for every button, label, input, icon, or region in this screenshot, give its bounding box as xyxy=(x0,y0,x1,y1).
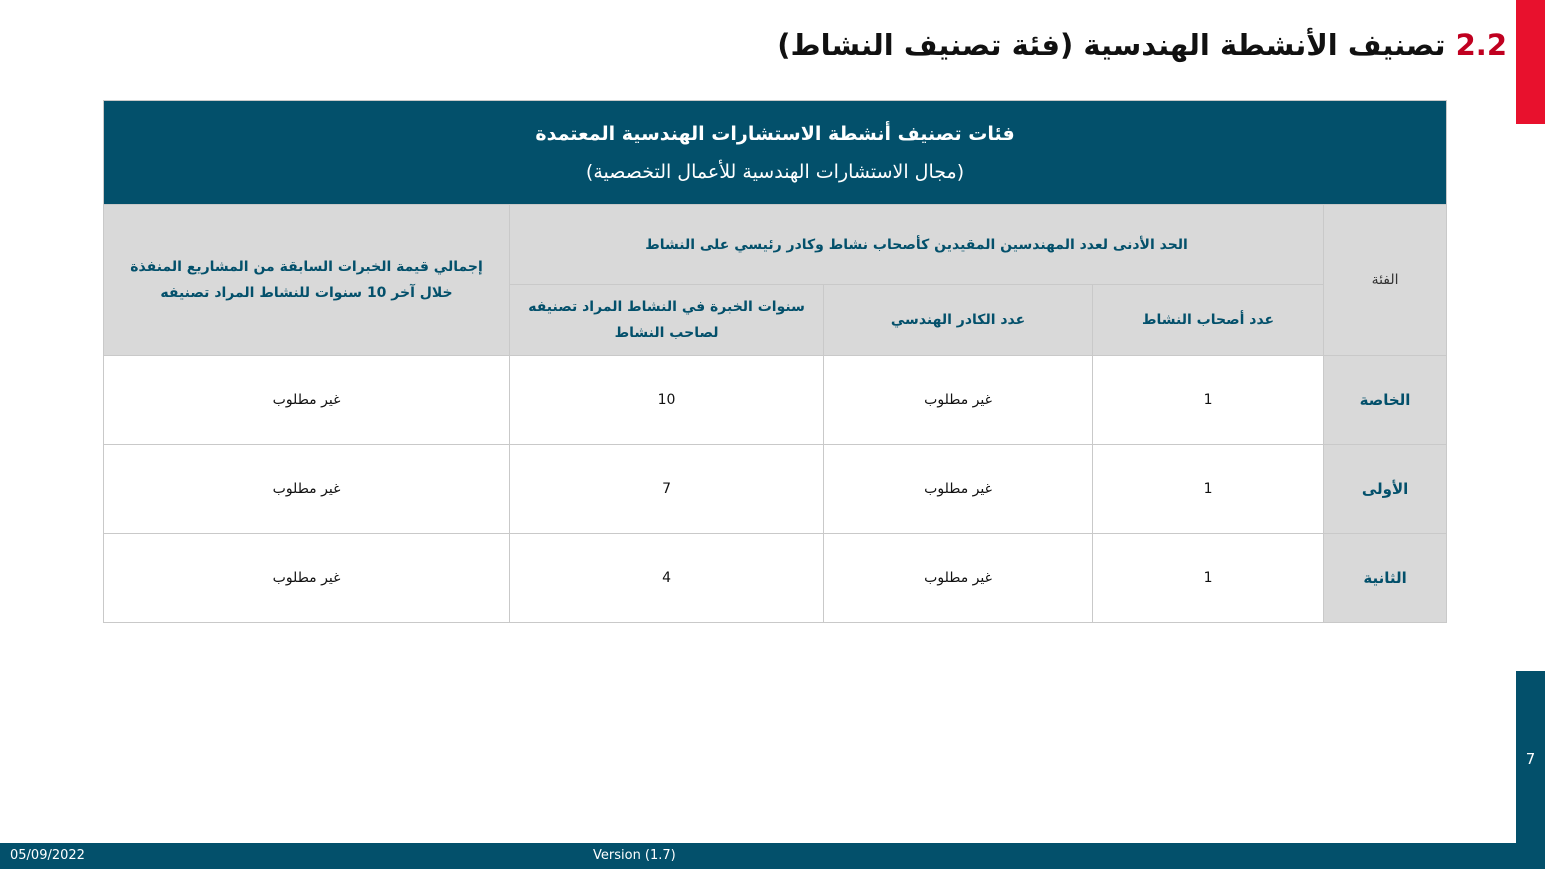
header-total-experience: إجمالي قيمة الخبرات السابقة من المشاريع المنفذة خلال آخر 10 سنوات للنشاط المراد تصنيفه xyxy=(104,205,510,356)
row-category: الخاصة xyxy=(1324,356,1447,445)
row-owners: 1 xyxy=(1093,356,1324,445)
section-title: تصنيف الأنشطة الهندسية (فئة تصنيف النشاط) xyxy=(777,28,1446,62)
header-years: سنوات الخبرة في النشاط المراد تصنيفه لصاحب النشاط xyxy=(510,285,824,356)
classification-table xyxy=(103,100,1447,623)
table-title-row xyxy=(104,101,1447,205)
row-owners: 1 xyxy=(1093,534,1324,623)
table-subtitle: (مجال الاستشارات الهندسية للأعمال التخصصية) xyxy=(585,160,965,183)
row-total: غير مطلوب xyxy=(104,445,510,534)
section-number: 2.2 xyxy=(1455,28,1507,62)
column-header-row xyxy=(104,205,1447,285)
row-years: 4 xyxy=(510,534,824,623)
header-min-engineers: الحد الأدنى لعدد المهندسين المقيدين كأصحاب نشاط وكادر رئيسي على النشاط xyxy=(510,205,1324,285)
table-title-cell xyxy=(104,101,1447,205)
footer-bar xyxy=(0,843,1516,869)
row-category: الأولى xyxy=(1324,445,1447,534)
row-owners: 1 xyxy=(1093,445,1324,534)
row-years: 7 xyxy=(510,445,824,534)
page-title xyxy=(777,28,1507,62)
footer-version: Version (1.7) xyxy=(593,848,676,863)
page-number: 7 xyxy=(1525,750,1536,768)
header-category: الفئة xyxy=(1324,205,1447,356)
accent-bar-teal xyxy=(1516,671,1545,869)
table-row xyxy=(104,534,1447,623)
header-owners: عدد أصحاب النشاط xyxy=(1093,285,1324,356)
row-years: 10 xyxy=(510,356,824,445)
row-category: الثانية xyxy=(1324,534,1447,623)
header-staff: عدد الكادر الهندسي xyxy=(824,285,1093,356)
footer-date: 05/09/2022 xyxy=(10,848,85,863)
row-staff: غير مطلوب xyxy=(824,356,1093,445)
accent-bar-red xyxy=(1516,0,1545,124)
table-row xyxy=(104,445,1447,534)
row-staff: غير مطلوب xyxy=(824,445,1093,534)
row-staff: غير مطلوب xyxy=(824,534,1093,623)
row-total: غير مطلوب xyxy=(104,534,510,623)
row-total: غير مطلوب xyxy=(104,356,510,445)
table-row xyxy=(104,356,1447,445)
table-title: فئات تصنيف أنشطة الاستشارات الهندسية المعتمدة xyxy=(535,122,1015,145)
